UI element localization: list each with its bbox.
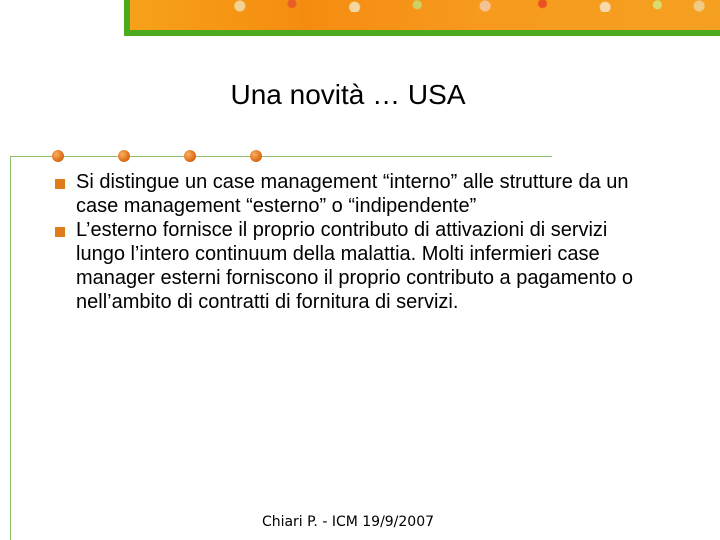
- banner-floral-pattern: [198, 0, 720, 12]
- vertical-rule: [10, 156, 11, 540]
- bullet-list: [52, 170, 652, 314]
- bullet-text: Si distingue un case management “interno” alle strutture da un case management “esterno” o “indipendente”: [76, 171, 629, 217]
- rule-dot: [250, 150, 262, 162]
- rule-dot: [184, 150, 196, 162]
- bullet-item: [52, 218, 652, 314]
- header-banner: [128, 0, 720, 30]
- banner-green-line: [128, 30, 720, 36]
- slide-title: Una novità … USA: [230, 79, 466, 110]
- banner-green-corner: [124, 0, 130, 36]
- rule-dot: [52, 150, 64, 162]
- slide-footer: Chiari P. - ICM 19/9/2007: [261, 514, 435, 530]
- square-bullet-icon: [55, 179, 65, 189]
- bullet-text: L’esterno fornisce il proprio contributo di attivazioni di servizi lungo l’intero continuum della malattia. Molti infermieri case manager esterni forniscono il proprio contributo a pagamento o nell’ambito di contratti di fornitura di servizi.: [76, 219, 633, 313]
- horizontal-rule: [10, 156, 552, 157]
- bullet-item: [52, 170, 652, 218]
- square-bullet-icon: [55, 227, 65, 237]
- rule-dot: [118, 150, 130, 162]
